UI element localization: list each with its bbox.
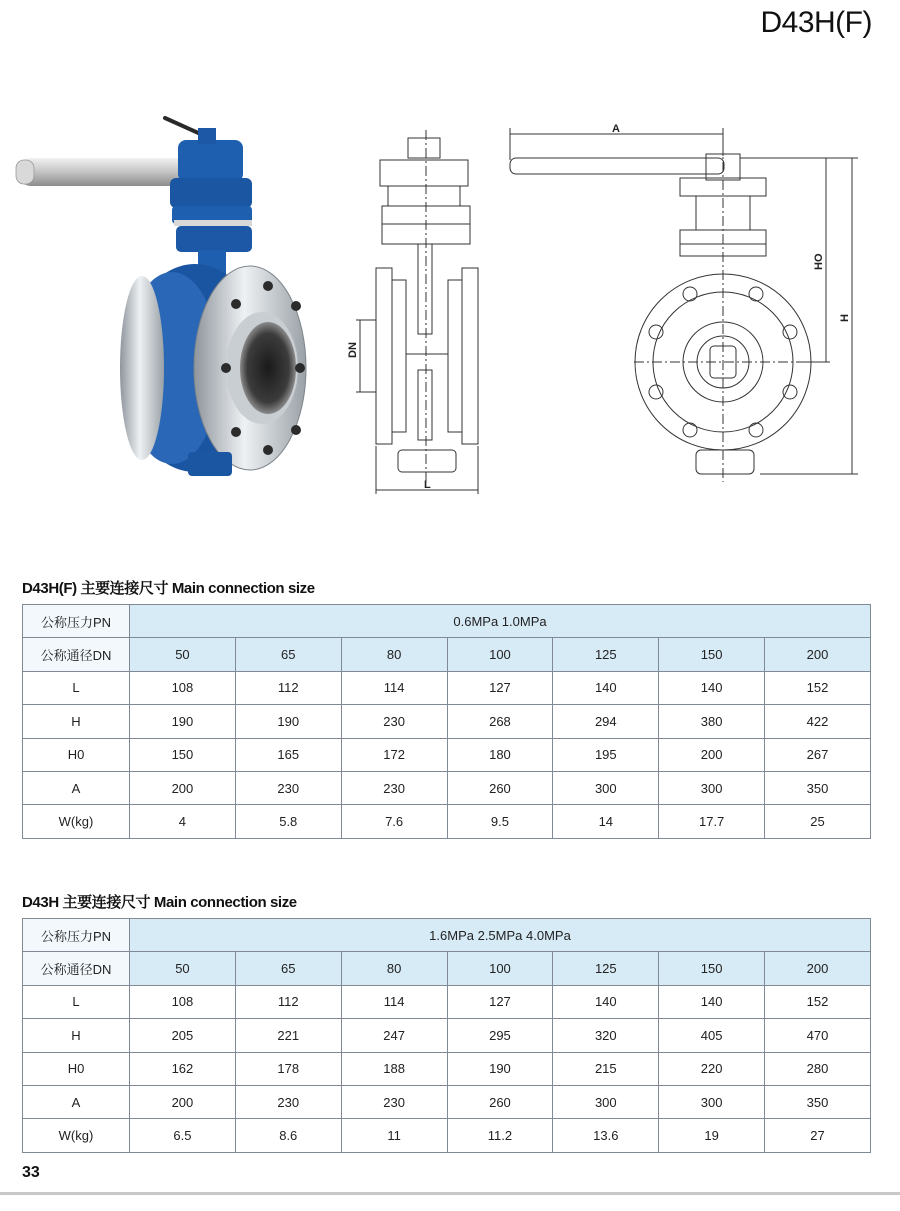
table-cell: 267 (765, 738, 871, 771)
table-cell: 280 (765, 1052, 871, 1085)
table-cell: 165 (235, 738, 341, 771)
table-cell: 9.5 (447, 805, 553, 838)
table-cell: 190 (235, 705, 341, 738)
table-cell: 7.6 (341, 805, 447, 838)
table-row (23, 805, 871, 838)
table-cell: 470 (765, 1019, 871, 1052)
table-cell: 200 (659, 738, 765, 771)
table-cell: 188 (341, 1052, 447, 1085)
table-cell: 190 (130, 705, 236, 738)
row-label: H0 (23, 1052, 130, 1085)
table-cell: 405 (659, 1019, 765, 1052)
dn-cell: 50 (130, 638, 236, 671)
table-cell: 127 (447, 985, 553, 1018)
table-row (23, 771, 871, 804)
table-row (23, 638, 871, 671)
table-cell: 230 (235, 771, 341, 804)
table-row (23, 605, 871, 638)
table-cell: 112 (235, 985, 341, 1018)
table-cell: 180 (447, 738, 553, 771)
table-row (23, 1119, 871, 1152)
row-label: L (23, 671, 130, 704)
table-cell: 260 (447, 771, 553, 804)
table-cell: 221 (235, 1019, 341, 1052)
pressure-value: 0.6MPa 1.0MPa (130, 605, 871, 638)
dim-label-dn: DN (347, 342, 359, 358)
table-cell: 152 (765, 671, 871, 704)
table-cell: 114 (341, 671, 447, 704)
table-cell: 127 (447, 671, 553, 704)
row-label: H (23, 1019, 130, 1052)
table-row (23, 1085, 871, 1118)
product-figures (0, 100, 900, 520)
spec-table-2 (22, 918, 871, 1153)
table-cell: 14 (553, 805, 659, 838)
row-label: A (23, 1085, 130, 1118)
dn-cell: 200 (765, 638, 871, 671)
table-cell: 230 (341, 771, 447, 804)
dn-cell: 80 (341, 952, 447, 985)
dim-label-h: H (839, 314, 851, 322)
table-cell: 320 (553, 1019, 659, 1052)
dn-cell: 125 (553, 952, 659, 985)
table-row (23, 985, 871, 1018)
table-cell: 11 (341, 1119, 447, 1152)
table-cell: 150 (130, 738, 236, 771)
page-number: 33 (22, 1164, 40, 1181)
row-label: W(kg) (23, 1119, 130, 1152)
row-label: L (23, 985, 130, 1018)
table-cell: 140 (553, 985, 659, 1018)
table-row (23, 738, 871, 771)
table-cell: 4 (130, 805, 236, 838)
table-cell: 230 (235, 1085, 341, 1118)
dn-cell: 50 (130, 952, 236, 985)
table-cell: 205 (130, 1019, 236, 1052)
dn-cell: 65 (235, 638, 341, 671)
table-cell: 300 (659, 1085, 765, 1118)
table-cell: 300 (659, 771, 765, 804)
pressure-value: 1.6MPa 2.5MPa 4.0MPa (130, 919, 871, 952)
table-cell: 215 (553, 1052, 659, 1085)
table-cell: 422 (765, 705, 871, 738)
table-row (23, 952, 871, 985)
table-cell: 294 (553, 705, 659, 738)
table-cell: 152 (765, 985, 871, 1018)
table-row (23, 705, 871, 738)
table-cell: 350 (765, 771, 871, 804)
table-cell: 13.6 (553, 1119, 659, 1152)
table-cell: 27 (765, 1119, 871, 1152)
table-cell: 140 (659, 985, 765, 1018)
table-cell: 200 (130, 1085, 236, 1118)
table-cell: 17.7 (659, 805, 765, 838)
table-cell: 19 (659, 1119, 765, 1152)
row-label: W(kg) (23, 805, 130, 838)
table-cell: 25 (765, 805, 871, 838)
table-cell: 195 (553, 738, 659, 771)
pressure-label: 公称压力PN (23, 605, 130, 638)
dn-cell: 200 (765, 952, 871, 985)
table-cell: 380 (659, 705, 765, 738)
table-cell: 300 (553, 771, 659, 804)
table-cell: 108 (130, 671, 236, 704)
table-cell: 108 (130, 985, 236, 1018)
dn-label: 公称通径DN (23, 952, 130, 985)
dim-label-l: L (424, 479, 431, 491)
table-cell: 190 (447, 1052, 553, 1085)
table-cell: 140 (553, 671, 659, 704)
row-label: A (23, 771, 130, 804)
table-row (23, 1052, 871, 1085)
table-cell: 140 (659, 671, 765, 704)
row-label: H (23, 705, 130, 738)
table-cell: 112 (235, 671, 341, 704)
table-cell: 8.6 (235, 1119, 341, 1152)
table-cell: 162 (130, 1052, 236, 1085)
table-cell: 6.5 (130, 1119, 236, 1152)
spec-table-1 (22, 604, 871, 839)
table-cell: 260 (447, 1085, 553, 1118)
table-row (23, 919, 871, 952)
table-row (23, 1019, 871, 1052)
table-cell: 230 (341, 705, 447, 738)
side-drawing (510, 128, 858, 482)
table-row (23, 671, 871, 704)
front-drawing (356, 130, 478, 494)
table-1-title: D43H(F) 主要连接尺寸 Main connection size (22, 580, 315, 597)
table-cell: 200 (130, 771, 236, 804)
table-cell: 172 (341, 738, 447, 771)
dim-label-a: A (612, 123, 620, 135)
dim-label-h0: HO (813, 253, 825, 270)
table-cell: 220 (659, 1052, 765, 1085)
table-cell: 114 (341, 985, 447, 1018)
dn-cell: 125 (553, 638, 659, 671)
pressure-label: 公称压力PN (23, 919, 130, 952)
table-cell: 295 (447, 1019, 553, 1052)
dn-label: 公称通径DN (23, 638, 130, 671)
dn-cell: 100 (447, 638, 553, 671)
row-label: H0 (23, 738, 130, 771)
dn-cell: 150 (659, 638, 765, 671)
dn-cell: 150 (659, 952, 765, 985)
table-cell: 350 (765, 1085, 871, 1118)
dn-cell: 100 (447, 952, 553, 985)
dn-cell: 80 (341, 638, 447, 671)
table-cell: 268 (447, 705, 553, 738)
valve-photo (16, 118, 306, 476)
table-2-title: D43H 主要连接尺寸 Main connection size (22, 894, 297, 911)
table-cell: 300 (553, 1085, 659, 1118)
dn-cell: 65 (235, 952, 341, 985)
table-cell: 11.2 (447, 1119, 553, 1152)
table-cell: 247 (341, 1019, 447, 1052)
table-cell: 5.8 (235, 805, 341, 838)
footer-rule (0, 1192, 900, 1195)
table-cell: 178 (235, 1052, 341, 1085)
table-cell: 230 (341, 1085, 447, 1118)
model-title: D43H(F) (760, 6, 872, 39)
